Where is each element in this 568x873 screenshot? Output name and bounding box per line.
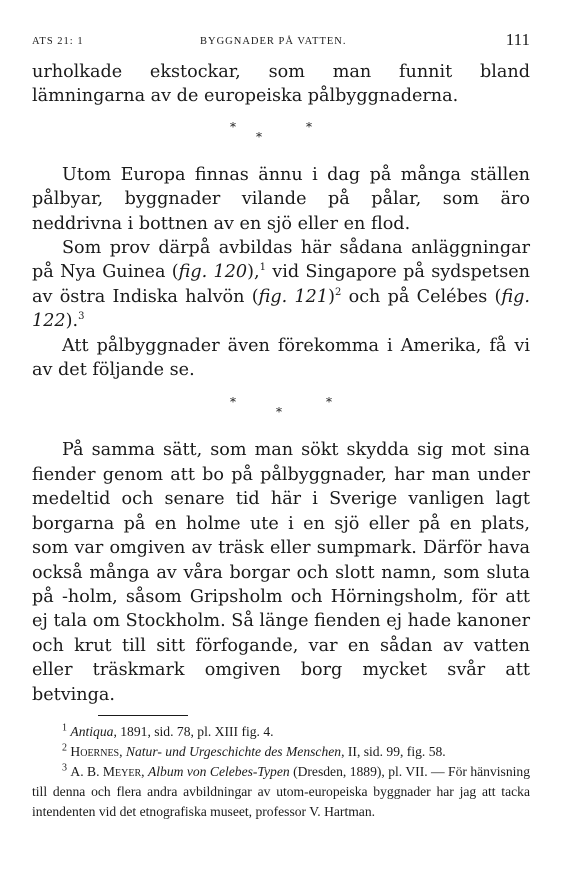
running-header [32, 30, 530, 54]
paragraph-4: Att pålbyggnader även förekomma i Amerika, få vi av det följande se. [32, 335, 530, 381]
asterisk: * [306, 119, 312, 134]
footnote-rule [98, 715, 188, 716]
asterisk: * [256, 129, 262, 144]
footnote-marker: 1 [259, 262, 266, 274]
signature-mark: ATS 21: 1 [32, 36, 84, 47]
figure-reference: fig. 121 [258, 286, 329, 307]
source-title: Natur- und Urgeschichte des Menschen [125, 743, 342, 759]
paragraph-1: urholkade ekstockar, som man funnit bland lämningarna av de europeiska pålbyggnaderna. [32, 62, 530, 107]
paragraph-3 [32, 236, 530, 334]
running-title: BYGGNADER PÅ VATTEN. [200, 36, 347, 47]
paragraph-2: Utom Europa finnas ännu i dag på många ställen pålbyar, byggnader vilande på pålar, som äro neddrivna i bottnen av en sjö eller en flod. [32, 164, 530, 234]
text-run: Som prov därpå avbildas här sådana anläggningar på Nya Guinea ( [32, 238, 530, 283]
footnote-marker: 3 [78, 311, 85, 323]
text-run: ). [65, 311, 79, 332]
section-separator-2 [32, 382, 530, 426]
footnotes [32, 722, 530, 822]
asterisk: * [230, 395, 236, 410]
footnote-number: 3 [62, 762, 67, 774]
text-run: ), [247, 262, 260, 283]
source-author: Hoernes [70, 743, 120, 759]
figure-reference: fig. 122 [32, 286, 531, 332]
text-run: och på Celébes ( [341, 286, 502, 307]
asterisk: * [326, 395, 332, 410]
page-number: 111 [505, 30, 530, 49]
source-title: Antiqua [70, 723, 114, 739]
paragraph-5: På samma sätt, som man sökt skydda sig mot sina fiender genom att bo på pålbyggnader, har man under medeltid och senare tid här i Sverige vanligen lagt borgarna på en holme ute i en sjö eller på en plats, som var omgiven av träsk eller sumpmark. Därför hava också många av våra borgar och slott namn, som sluta på -holm, såsom Gripsholm och Hörningsholm, för att ej tala om Stockholm. Så länge fienden ej hade kanoner och krut till sitt förfogande, var en sådan av vatten eller träskmark omgiven borg mycket svår att betvinga. [32, 440, 530, 705]
text-run: vid Singapore på sydspetsen av östra Indiska halvön ( [32, 262, 530, 307]
source-title: Album von Celebes-Typen [147, 763, 290, 779]
source-details: , 1891, sid. 78, pl. XIII fig. 4. [113, 723, 274, 739]
footnote-number: 1 [62, 722, 67, 734]
source-author: A. B. Meyer [70, 763, 142, 779]
source-details: (Dresden, 1889), pl. VII. — För hänvisning till denna och flera andra avbildningar av utom-europeiska byggnader har jag att tacka intendenten vid det etnografiska museet, professor V. Hartman. [32, 763, 530, 819]
footnote-1 [32, 722, 530, 742]
asterisk: * [230, 119, 236, 134]
text-run: ) [328, 286, 335, 307]
footnote-marker: 2 [334, 286, 342, 298]
figure-reference: fig. 120 [178, 262, 248, 283]
body-text [32, 60, 530, 707]
footnote-number: 2 [62, 742, 67, 754]
book-page [32, 30, 530, 822]
footnote-3: $^3$ A. B. Meyer, Album von Celebes-Typen (Dresden, 1889), pl. VII. — För hänvisning till denna och flera andra avbildningar av utom-europeiska byggnader har jag att tacka intendenten vid det etnografiska museet, professor V. Hartman. [32, 762, 530, 819]
section-separator-1 [32, 109, 530, 153]
asterisk: * [276, 405, 282, 420]
source-details: , II, sid. 99, fig. 58. [341, 743, 446, 759]
footnote-2: $^2$ Hoernes, Natur- und Urgeschichte des Menschen, II, sid. 99, fig. 58. [62, 742, 446, 759]
